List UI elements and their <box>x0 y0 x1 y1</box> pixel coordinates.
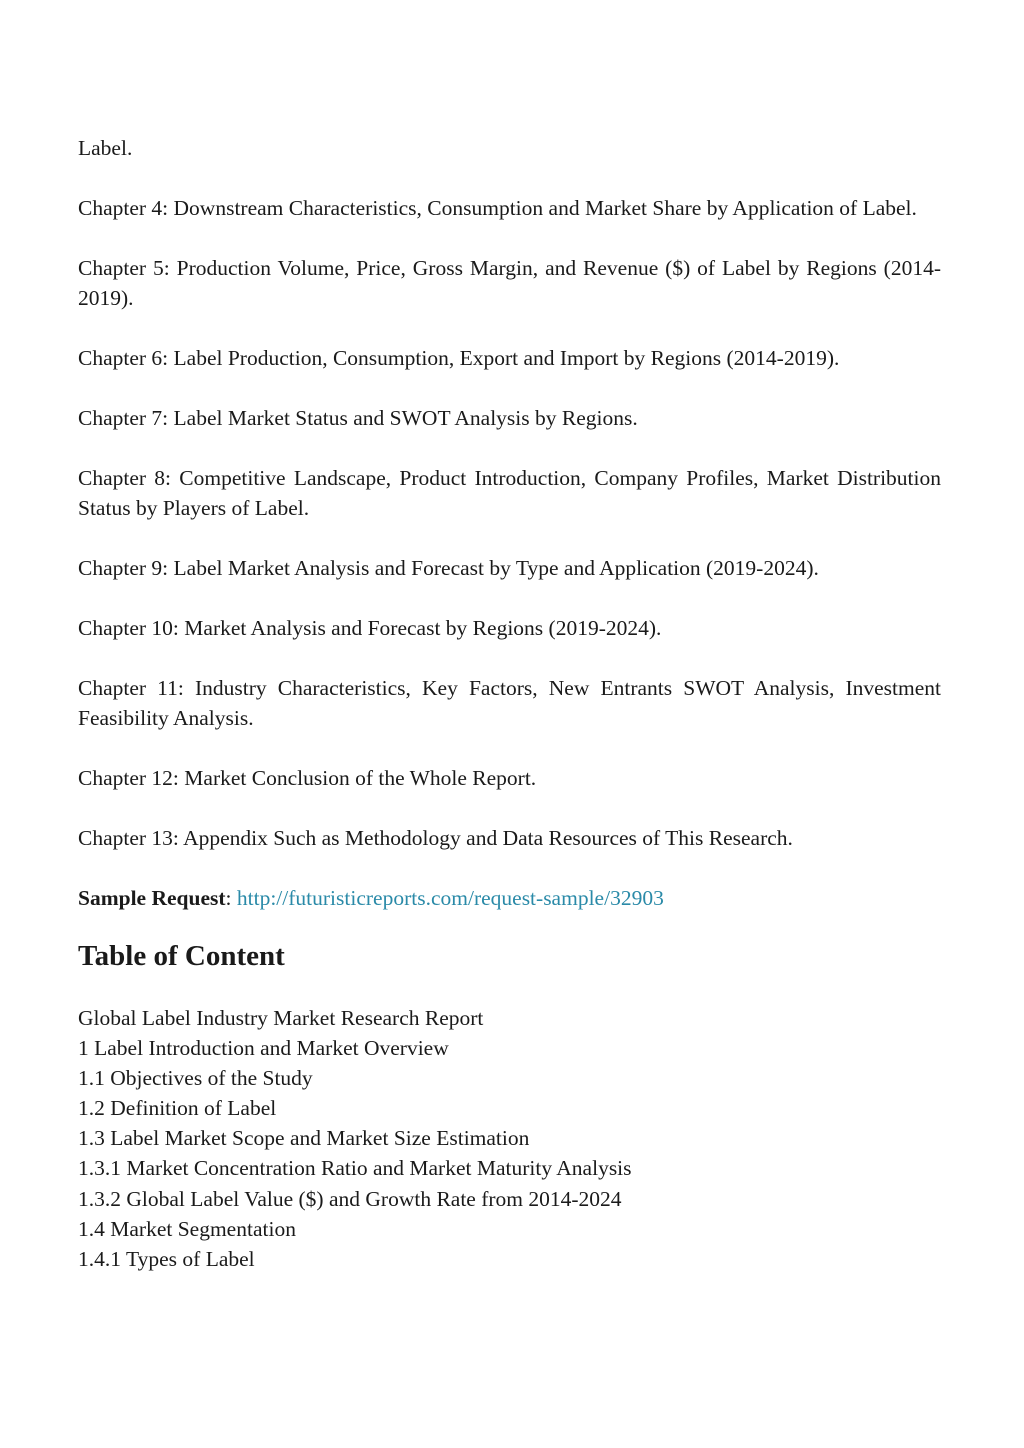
toc-item: 1.1 Objectives of the Study <box>78 1066 313 1091</box>
chapter-13: Chapter 13: Appendix Such as Methodology and Data Resources of This Research. <box>78 826 793 850</box>
toc-item: 1.2 Definition of Label <box>78 1096 277 1121</box>
chapter-8: Chapter 8: Competitive Landscape, Product Introduction, Company Profiles, Market Distribution Status by Players of Label. <box>78 466 941 520</box>
toc-item: Global Label Industry Market Research Report <box>78 1006 484 1030</box>
toc-list <box>78 1003 941 1274</box>
sample-request-label: Sample Request <box>78 886 226 910</box>
chapter-10: Chapter 10: Market Analysis and Forecast by Regions (2019-2024). <box>78 616 662 640</box>
chapter-12: Chapter 12: Market Conclusion of the Whole Report. <box>78 766 537 790</box>
chapter-11: Chapter 11: Industry Characteristics, Key Factors, New Entrants SWOT Analysis, Investment Feasibility Analysis. <box>78 676 941 730</box>
toc-item: 1.3.2 Global Label Value ($) and Growth Rate from 2014-2024 <box>78 1186 622 1211</box>
chapter-4: Chapter 4: Downstream Characteristics, Consumption and Market Share by Application of Label. <box>78 196 917 220</box>
chapter-5: Chapter 5: Production Volume, Price, Gross Margin, and Revenue ($) of Label by Regions (2014-2019). <box>78 256 941 310</box>
chapter-9: Chapter 9: Label Market Analysis and Forecast by Type and Application (2019-2024). <box>78 556 819 580</box>
chapter-7: Chapter 7: Label Market Status and SWOT Analysis by Regions. <box>78 406 638 430</box>
sample-request-separator: : <box>225 886 237 910</box>
document-page <box>78 133 941 1274</box>
chapter-continuation: Label. <box>78 136 133 160</box>
toc-item: 1.4 Market Segmentation <box>78 1216 296 1241</box>
chapter-6: Chapter 6: Label Production, Consumption, Export and Import by Regions (2014-2019). <box>78 346 840 370</box>
toc-item: 1.4.1 Types of Label <box>78 1246 255 1271</box>
toc-item: 1.3.1 Market Concentration Ratio and Market Maturity Analysis <box>78 1156 632 1181</box>
toc-item: 1 Label Introduction and Market Overview <box>78 1036 449 1061</box>
sample-request-link[interactable]: http://futuristicreports.com/request-sample/32903 <box>236 886 664 910</box>
toc-heading: Table of Content <box>78 940 285 972</box>
toc-item: 1.3 Label Market Scope and Market Size Estimation <box>78 1126 530 1151</box>
sample-request-line <box>78 883 941 913</box>
